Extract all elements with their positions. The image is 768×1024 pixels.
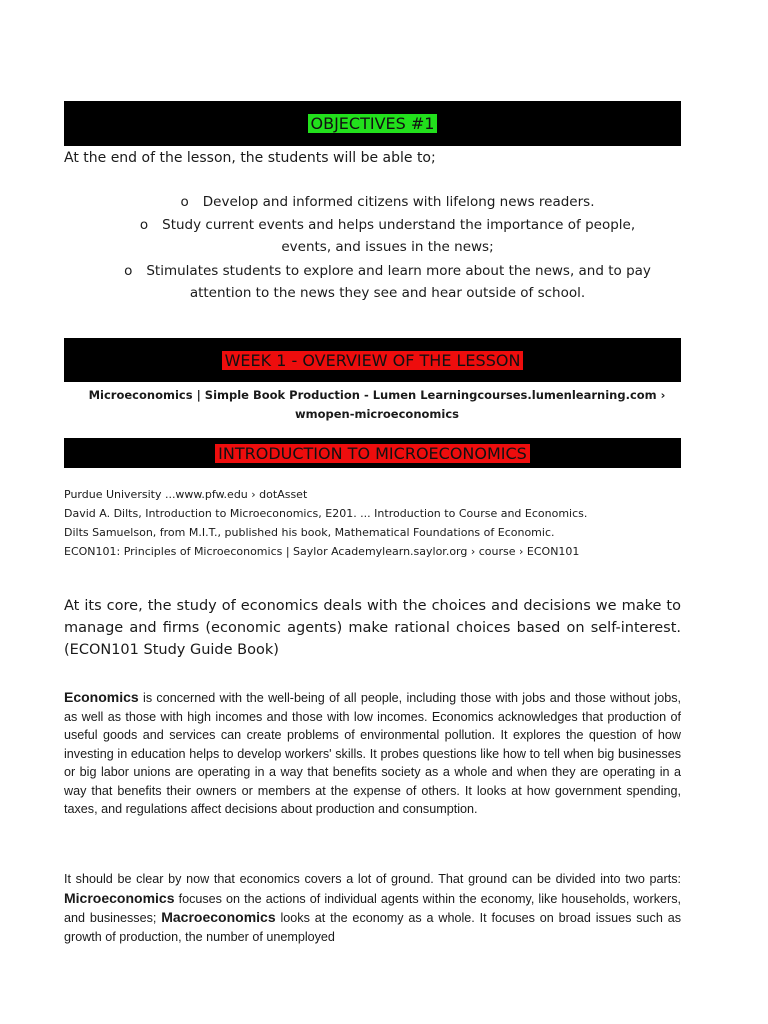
term-macroeconomics: Macroeconomics [161,909,276,925]
resource-link[interactable]: Microeconomics | Simple Book Production - Lumen Learningcourses.lumenlearning.com › [88,388,666,402]
bullet-marker: o [139,217,149,233]
objective-item [100,214,675,258]
economics-paragraph [64,688,681,819]
bullet-marker: o [180,194,189,210]
objective-item [100,260,675,304]
reference-item: ECON101: Principles of Microeconomics | Saylor Academylearn.saylor.org › course › ECON101 [64,545,580,558]
reference-item: Dilts Samuelson, from M.I.T., published his book, Mathematical Foundations of Economic. [64,526,555,539]
intro-heading: INTRODUCTION TO MICROECONOMICS [215,444,530,463]
term-microeconomics: Microeconomics [64,889,175,906]
reference-item: Purdue University ...www.pfw.edu › dotAsset [64,488,308,501]
paragraph-text: looks at the economy as a whole. It focuses on broad issues such as growth of production, the number of unemployed [64,911,682,944]
objective-text-cont: events, and issues in the news; [281,239,494,255]
bullet-marker: o [124,263,133,279]
term-economics: Economics [64,689,139,705]
objective-text: Stimulates students to explore and learn more about the news, and to pay [146,263,651,279]
paragraph-text: is concerned with the well-being of all people, including those with jobs and those without jobs, as well as those with high incomes and those with low incomes. Economics acknowledges that production of useful goods and services can create problems of environmental pollution. It explores the question of how investing in education helps to develop workers' skills. It probes questions like how to tell when big businesses or big labor unions are operating in a way that benefits society as a whole and when they are operating in a way that benefits their owners or members at the expense of others. It looks at how government spending, taxes, and regulations affect decisions about production and consumption. [64,691,681,816]
micro-macro-paragraph [64,870,681,946]
week-heading-bar [64,338,681,382]
paragraph-text: It should be clear by now that economics covers a lot of ground. That ground can be divided into two parts: [64,872,681,886]
reference-list [64,485,684,561]
objectives-heading-bar [64,101,681,146]
objective-text: Develop and informed citizens with lifelong news readers. [202,194,595,210]
objective-item [100,191,675,213]
resource-link-cont[interactable]: wmopen-microeconomics [294,407,459,421]
intro-heading-bar [64,438,681,468]
objective-text: Study current events and helps understand the importance of people, [162,217,636,233]
paragraph-text: focuses on the actions of individual agents within the economy, like households, workers, and businesses; [64,891,681,925]
reference-item: David A. Dilts, Introduction to Microeconomics, E201. ... Introduction to Course and Economics. [64,507,588,520]
resource-links [82,386,672,424]
objective-text-cont: attention to the news they see and hear outside of school. [189,285,586,301]
objectives-intro: At the end of the lesson, the students will be able to; [64,150,436,166]
objectives-heading: OBJECTIVES #1 [308,114,438,133]
core-statement: At its core, the study of economics deals with the choices and decisions we make to manage and firms (economic agents) make rational choices based on self-interest. (ECON101 Study Guide Book) [64,598,681,658]
week-heading: WEEK 1 - OVERVIEW OF THE LESSON [222,351,524,370]
